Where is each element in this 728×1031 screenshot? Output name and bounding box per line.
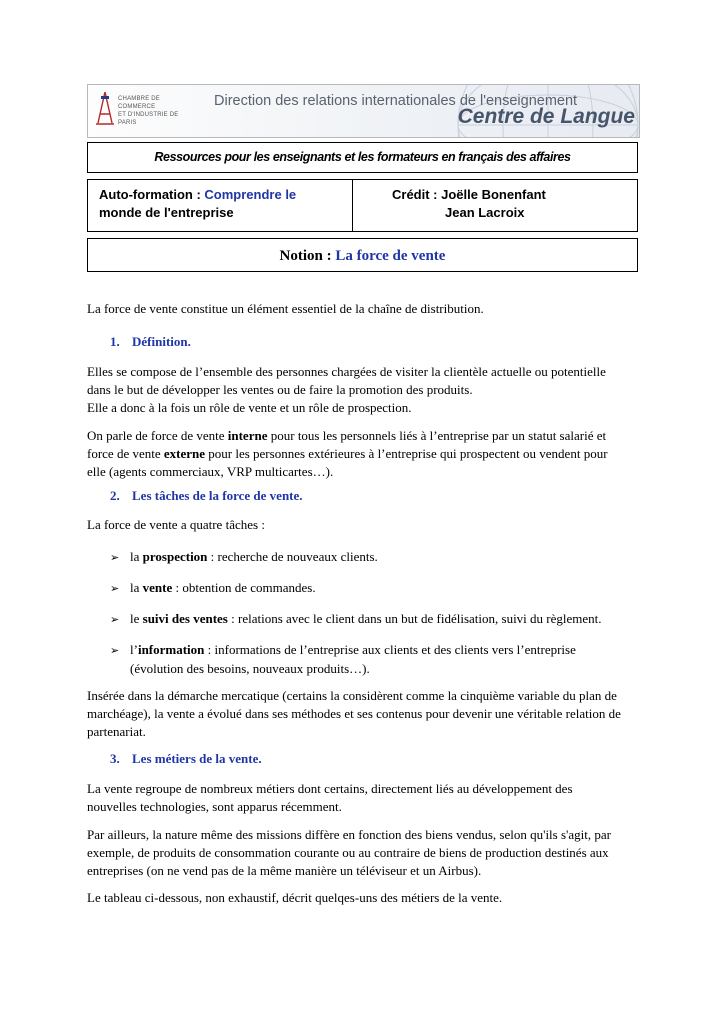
auto-formation: Auto-formation : Comprendre le monde de l'entreprise bbox=[99, 187, 297, 220]
cci-paris-logo-icon bbox=[94, 90, 116, 126]
resources-box: Ressources pour les enseignants et les formateurs en français des affaires bbox=[87, 142, 638, 173]
list-item: ➢ la vente : obtention de commandes. bbox=[110, 579, 316, 598]
cci-org-name: CHAMBRE DE COMMERCE ET D'INDUSTRIE DE PARIS bbox=[118, 96, 179, 126]
arrow-bullet-icon: ➢ bbox=[110, 552, 120, 564]
list-item: ➢ l’information : informations de l’entreprise aux clients et des clients vers l’entreprise (évolution des besoins, nouveaux produits…). bbox=[110, 642, 576, 676]
paragraph-mercatique: Insérée dans la démarche mercatique (certains la considèrent comme la cinquième variable du plan de marchéage), la vente a évolué dans ses méthodes et ses contenus pour devenir une véritable relation de partenariat. bbox=[87, 688, 621, 739]
paragraph-interne-externe: On parle de force de vente interne pour tous les personnels liés à l’entreprise par un statut salarié et force de vente externe pour les personnes extérieures à l’entreprise qui prospectent ou vendent pour elle (agents commerciaux, VRP multicartes…). bbox=[87, 428, 608, 479]
list-item: ➢ le suivi des ventes : relations avec le client dans un but de fidélisation, suivi du règlement. bbox=[110, 610, 602, 629]
info-box bbox=[87, 179, 638, 232]
heading-definition: 1. Définition. bbox=[110, 334, 191, 349]
direction-title: Direction des relations internationales de l'enseignement bbox=[214, 93, 578, 109]
info-divider bbox=[352, 180, 353, 231]
heading-taches: 2. Les tâches de la force de vente. bbox=[110, 488, 303, 503]
paragraph-missions: Par ailleurs, la nature même des missions diffère en fonction des biens vendus, selon qu'ils s'agit, par exemple, de produits de consommation courante ou au contraire de biens de production destinés aux entreprises (on ne vend pas de la même manière un téléviseur et un Airbus). bbox=[87, 827, 611, 878]
paragraph-taches: La force de vente a quatre tâches : bbox=[87, 517, 265, 532]
arrow-bullet-icon: ➢ bbox=[110, 645, 120, 657]
arrow-bullet-icon: ➢ bbox=[110, 583, 120, 595]
credit: Crédit : Joëlle Bonenfant Jean Lacroix bbox=[392, 187, 546, 220]
header-banner bbox=[87, 84, 640, 138]
heading-metiers: 3. Les métiers de la vente. bbox=[110, 751, 262, 766]
intro-paragraph: La force de vente constitue un élément essentiel de la chaîne de distribution. bbox=[87, 301, 484, 316]
paragraph-tableau: Le tableau ci-dessous, non exhaustif, décrit quelqes-uns des métiers de la vente. bbox=[87, 890, 503, 905]
arrow-bullet-icon: ➢ bbox=[110, 614, 120, 626]
paragraph-definition: Elles se compose de l’ensemble des personnes chargées de visiter la clientèle actuelle ou potentielle dans le but de développer les ventes ou de faire la promotion des produits. Elle a donc à la fois un rôle de vente et un rôle de prospection. bbox=[87, 364, 606, 415]
paragraph-metiers: La vente regroupe de nombreux métiers dont certains, directement liés au développement des nouvelles technologies, sont apparus récemment. bbox=[87, 781, 573, 814]
notion-box: Notion : La force de vente bbox=[87, 238, 638, 272]
list-item: ➢ la prospection : recherche de nouveaux clients. bbox=[110, 548, 378, 567]
centre-de-langue-title: Centre de Langue bbox=[457, 105, 635, 128]
